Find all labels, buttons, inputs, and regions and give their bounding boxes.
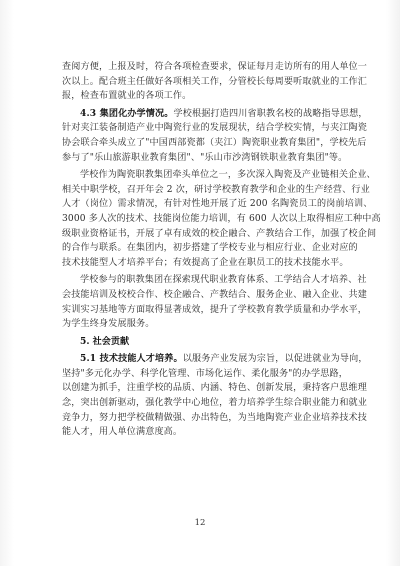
- section-paragraph-first-line: [62, 107, 368, 122]
- text-line: 为学生终身发展服务。: [62, 319, 155, 330]
- text-line: 学校作为陶瓷职教集团牵头单位之一，多次深入陶瓷及产业链相关企业、: [80, 170, 376, 181]
- text-line: 技术技能型人才培养平台；有效提高了企业在职员工的技术技能水平。: [62, 257, 349, 268]
- section-paragraph-first-line: [62, 352, 368, 367]
- text-span: 以服务产业发展为宗旨，以促进就业为导向，: [182, 354, 368, 365]
- document-body: [62, 60, 381, 440]
- section-heading-4-3: 4.3 集团化办学情况。: [80, 107, 174, 119]
- text-line: 以创建为抓手，注重学校的品质、内涵、特色、创新发展，秉持客户思维理: [62, 383, 368, 394]
- text-line: 次以上。配合班主任做好各项相关工作，分管校长每周要听取就业的工作汇: [62, 76, 368, 87]
- text-line: 人才（岗位）需求情况，有针对性地开展了近 200 名陶瓷员工的岗前培训、: [62, 199, 373, 210]
- text-line: 竞争力，努力把学校做精做强、办出特色，为当地陶瓷产业企业培养技术技: [62, 412, 368, 423]
- text-line: 学校参与的职教集团在探索现代职业教育体系、工学结合人才培养、社: [80, 275, 367, 286]
- text-line: 查阅方便，上报及时，符合各项检查要求，保证每月走访所有的用人单位一: [62, 62, 368, 72]
- text-line: 的合作与联系。在集团内，初步搭建了学校专业与相应行业、企业对应的: [62, 243, 358, 254]
- section-heading-5-1: 5.1 技术技能人才培养。: [80, 353, 183, 365]
- text-line: 参与了"乐山旅游职业教育集团"、"乐山市沙湾钢铁职业教育集团"等。: [62, 152, 348, 163]
- text-line: 级职业资格证书，开展了卓有成效的校企融合、产教结合工作，加强了校企间: [62, 228, 377, 239]
- text-line: 念，突出创新驱动，强化教学中心地位，着力培养学生综合职业能力和就业: [62, 398, 368, 409]
- text-line: 会技能培训及校校合作、校企融合、产教结合、服务企业、融入企业、共建: [62, 289, 368, 300]
- page-number: 12: [194, 518, 206, 528]
- text-line: 坚持"多元化办学、科学化管理、市场化运作、柔化服务"的办学思路，: [62, 368, 348, 379]
- text-line: 协会联合牵头成立了"中国西部瓷都（夹江）陶瓷职业教育集团"，学校先后: [62, 137, 367, 148]
- text-line: 相关中职学校，召开年会 2 次，研讨学校教育教学和企业的生产经营、行业: [62, 184, 370, 195]
- text-line: 针对夹江装备制造产业中陶瓷行业的发展现状，结合学校实情，与夹江陶瓷: [62, 123, 368, 134]
- text-line: 实训实习基地等方面取得显著成效，提升了学校教育教学质量和办学水平，: [62, 304, 368, 315]
- text-line: 报，检查布置就业的各项工作。: [62, 91, 192, 102]
- section-heading-5: 5. 社会贡献: [80, 335, 130, 347]
- text-line: 3000 多人次的技术、技能岗位能力培训，有 600 人次以上取得相应工种中高: [62, 213, 381, 224]
- text-line: 能人才，用人单位满意度高。: [62, 427, 183, 438]
- text-span: 学校根据打造四川省职教名校的战略指导思想，: [173, 108, 368, 119]
